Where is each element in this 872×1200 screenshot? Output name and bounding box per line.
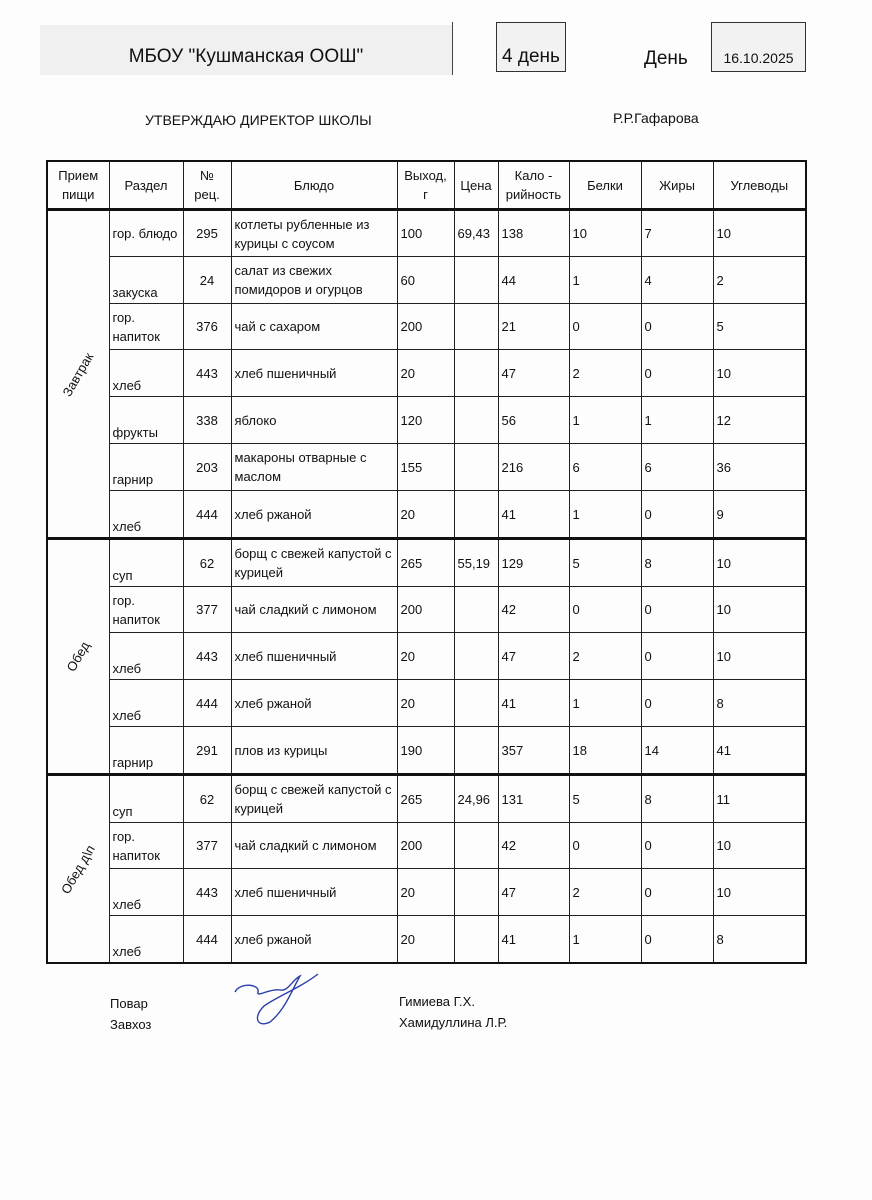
carbs-cell: 8 (713, 916, 806, 964)
meal-group (47, 775, 109, 964)
price-cell (454, 823, 498, 869)
calories-cell: 21 (498, 304, 569, 350)
calories-cell: 47 (498, 869, 569, 916)
recipe-number-cell: 338 (183, 397, 231, 444)
recipe-number-cell: 444 (183, 916, 231, 964)
carbs-cell: 10 (713, 350, 806, 397)
calories-cell: 357 (498, 727, 569, 775)
role-storekeeper: Завхоз (110, 1017, 152, 1032)
calories-cell: 56 (498, 397, 569, 444)
carbs-cell: 10 (713, 539, 806, 587)
dish-cell: хлеб ржаной (231, 680, 397, 727)
day-number-box (496, 22, 566, 72)
storekeeper-name: Хамидуллина Л.Р. (399, 1015, 508, 1030)
recipe-number-cell: 377 (183, 587, 231, 633)
calories-cell: 42 (498, 823, 569, 869)
calories-cell: 41 (498, 916, 569, 964)
dish-cell: хлеб пшеничный (231, 869, 397, 916)
protein-cell: 0 (569, 587, 641, 633)
price-cell (454, 304, 498, 350)
column-header: Раздел (109, 161, 183, 210)
protein-cell: 0 (569, 304, 641, 350)
price-cell: 69,43 (454, 210, 498, 257)
calories-cell: 44 (498, 257, 569, 304)
recipe-number-cell: 443 (183, 633, 231, 680)
calories-cell: 42 (498, 587, 569, 633)
recipe-number-cell: 24 (183, 257, 231, 304)
dish-cell: макароны отварные с маслом (231, 444, 397, 491)
price-cell (454, 916, 498, 964)
calories-cell: 138 (498, 210, 569, 257)
recipe-number-cell: 62 (183, 539, 231, 587)
dish-cell: салат из свежих помидоров и огурцов (231, 257, 397, 304)
price-cell (454, 350, 498, 397)
yield-cell: 20 (397, 916, 454, 964)
footer-roles (110, 993, 151, 1035)
yield-cell: 265 (397, 539, 454, 587)
fat-cell: 0 (641, 633, 713, 680)
fat-cell: 0 (641, 350, 713, 397)
yield-cell: 20 (397, 491, 454, 539)
yield-cell: 20 (397, 633, 454, 680)
price-cell (454, 257, 498, 304)
carbs-cell: 10 (713, 869, 806, 916)
fat-cell: 6 (641, 444, 713, 491)
column-header: Углеводы (713, 161, 806, 210)
table-row (47, 491, 806, 539)
recipe-number-cell: 376 (183, 304, 231, 350)
recipe-number-cell: 443 (183, 350, 231, 397)
table-row (47, 350, 806, 397)
dish-cell: чай с сахаром (231, 304, 397, 350)
section-cell: хлеб (109, 491, 183, 539)
fat-cell: 0 (641, 491, 713, 539)
carbs-cell: 41 (713, 727, 806, 775)
fat-cell: 8 (641, 775, 713, 823)
carbs-cell: 5 (713, 304, 806, 350)
calories-cell: 131 (498, 775, 569, 823)
fat-cell: 8 (641, 539, 713, 587)
meal-group (47, 210, 109, 539)
yield-cell: 265 (397, 775, 454, 823)
divider (452, 22, 453, 75)
fat-cell: 0 (641, 823, 713, 869)
protein-cell: 5 (569, 775, 641, 823)
section-cell: хлеб (109, 350, 183, 397)
carbs-cell: 2 (713, 257, 806, 304)
section-cell: гарнир (109, 727, 183, 775)
fat-cell: 0 (641, 680, 713, 727)
carbs-cell: 10 (713, 210, 806, 257)
yield-cell: 20 (397, 680, 454, 727)
calories-cell: 41 (498, 491, 569, 539)
school-name: МБОУ "Кушманская ООШ" (128, 46, 364, 67)
protein-cell: 2 (569, 869, 641, 916)
section-cell: гор. напиток (109, 304, 183, 350)
protein-cell: 1 (569, 680, 641, 727)
price-cell (454, 633, 498, 680)
column-header: Прием пищи (47, 161, 109, 210)
recipe-number-cell: 443 (183, 869, 231, 916)
header-row (47, 161, 806, 210)
protein-cell: 10 (569, 210, 641, 257)
yield-cell: 20 (397, 869, 454, 916)
protein-cell: 1 (569, 491, 641, 539)
yield-cell: 60 (397, 257, 454, 304)
yield-cell: 200 (397, 823, 454, 869)
price-cell (454, 397, 498, 444)
dish-cell: борщ с свежей капустой с курицей (231, 539, 397, 587)
fat-cell: 0 (641, 916, 713, 964)
carbs-cell: 11 (713, 775, 806, 823)
role-cook: Повар (110, 996, 148, 1011)
carbs-cell: 8 (713, 680, 806, 727)
cook-name: Гимиева Г.Х. (399, 994, 475, 1009)
table-row (47, 539, 806, 587)
fat-cell: 0 (641, 869, 713, 916)
yield-cell: 200 (397, 304, 454, 350)
column-header: Выход, г (397, 161, 454, 210)
price-cell (454, 680, 498, 727)
price-cell (454, 587, 498, 633)
table-row (47, 587, 806, 633)
column-header: Жиры (641, 161, 713, 210)
carbs-cell: 10 (713, 823, 806, 869)
fat-cell: 0 (641, 304, 713, 350)
table-row (47, 210, 806, 257)
recipe-number-cell: 444 (183, 491, 231, 539)
carbs-cell: 10 (713, 633, 806, 680)
price-cell (454, 444, 498, 491)
protein-cell: 5 (569, 539, 641, 587)
section-cell: фрукты (109, 397, 183, 444)
dish-cell: чай сладкий с лимоном (231, 823, 397, 869)
recipe-number-cell: 203 (183, 444, 231, 491)
dish-cell: борщ с свежей капустой с курицей (231, 775, 397, 823)
dish-cell: чай сладкий с лимоном (231, 587, 397, 633)
fat-cell: 1 (641, 397, 713, 444)
yield-cell: 190 (397, 727, 454, 775)
calories-cell: 216 (498, 444, 569, 491)
meal-group-label: Обед д\п (58, 841, 99, 897)
section-cell: суп (109, 539, 183, 587)
price-cell: 24,96 (454, 775, 498, 823)
meal-group-label: Обед (63, 638, 93, 675)
protein-cell: 2 (569, 633, 641, 680)
calories-cell: 129 (498, 539, 569, 587)
table-row (47, 257, 806, 304)
column-header: Блюдо (231, 161, 397, 210)
carbs-cell: 10 (713, 587, 806, 633)
yield-cell: 100 (397, 210, 454, 257)
yield-cell: 120 (397, 397, 454, 444)
table-row (47, 680, 806, 727)
signature (230, 970, 330, 1030)
day-label: День (644, 48, 688, 69)
section-cell: хлеб (109, 680, 183, 727)
yield-cell: 200 (397, 587, 454, 633)
dish-cell: котлеты рубленные из курицы с соусом (231, 210, 397, 257)
table-row (47, 444, 806, 491)
meal-group-label: Завтрак (59, 349, 97, 399)
recipe-number-cell: 295 (183, 210, 231, 257)
carbs-cell: 12 (713, 397, 806, 444)
menu-table (46, 160, 807, 964)
dish-cell: яблоко (231, 397, 397, 444)
table-row (47, 775, 806, 823)
protein-cell: 1 (569, 916, 641, 964)
protein-cell: 1 (569, 397, 641, 444)
table-row (47, 397, 806, 444)
recipe-number-cell: 377 (183, 823, 231, 869)
table-row (47, 633, 806, 680)
column-header: № рец. (183, 161, 231, 210)
table-row (47, 869, 806, 916)
section-cell: гор. напиток (109, 823, 183, 869)
section-cell: хлеб (109, 869, 183, 916)
column-header: Белки (569, 161, 641, 210)
section-cell: хлеб (109, 916, 183, 964)
fat-cell: 7 (641, 210, 713, 257)
date-box (711, 22, 806, 72)
section-cell: хлеб (109, 633, 183, 680)
section-cell: закуска (109, 257, 183, 304)
dish-cell: плов из курицы (231, 727, 397, 775)
date: 16.10.2025 (723, 50, 794, 66)
calories-cell: 47 (498, 350, 569, 397)
table-row (47, 823, 806, 869)
meal-group (47, 539, 109, 775)
carbs-cell: 9 (713, 491, 806, 539)
price-cell (454, 491, 498, 539)
dish-cell: хлеб пшеничный (231, 350, 397, 397)
dish-cell: хлеб ржаной (231, 491, 397, 539)
carbs-cell: 36 (713, 444, 806, 491)
price-cell (454, 727, 498, 775)
recipe-number-cell: 62 (183, 775, 231, 823)
table-row (47, 304, 806, 350)
yield-cell: 155 (397, 444, 454, 491)
dish-cell: хлеб пшеничный (231, 633, 397, 680)
section-cell: гор. напиток (109, 587, 183, 633)
protein-cell: 18 (569, 727, 641, 775)
price-cell (454, 869, 498, 916)
yield-cell: 20 (397, 350, 454, 397)
column-header: Кало - рийность (498, 161, 569, 210)
calories-cell: 41 (498, 680, 569, 727)
table-row (47, 727, 806, 775)
section-cell: гор. блюдо (109, 210, 183, 257)
section-cell: суп (109, 775, 183, 823)
table-row (47, 916, 806, 964)
protein-cell: 1 (569, 257, 641, 304)
column-header: Цена (454, 161, 498, 210)
fat-cell: 14 (641, 727, 713, 775)
protein-cell: 0 (569, 823, 641, 869)
recipe-number-cell: 444 (183, 680, 231, 727)
fat-cell: 4 (641, 257, 713, 304)
protein-cell: 2 (569, 350, 641, 397)
price-cell: 55,19 (454, 539, 498, 587)
dish-cell: хлеб ржаной (231, 916, 397, 964)
protein-cell: 6 (569, 444, 641, 491)
fat-cell: 0 (641, 587, 713, 633)
director-name: Р.Р.Гафарова (613, 110, 699, 126)
footer-names (399, 991, 507, 1033)
calories-cell: 47 (498, 633, 569, 680)
section-cell: гарнир (109, 444, 183, 491)
approval-text: УТВЕРЖДАЮ ДИРЕКТОР ШКОЛЫ (145, 112, 372, 128)
recipe-number-cell: 291 (183, 727, 231, 775)
day-number: 4 день (502, 46, 560, 67)
